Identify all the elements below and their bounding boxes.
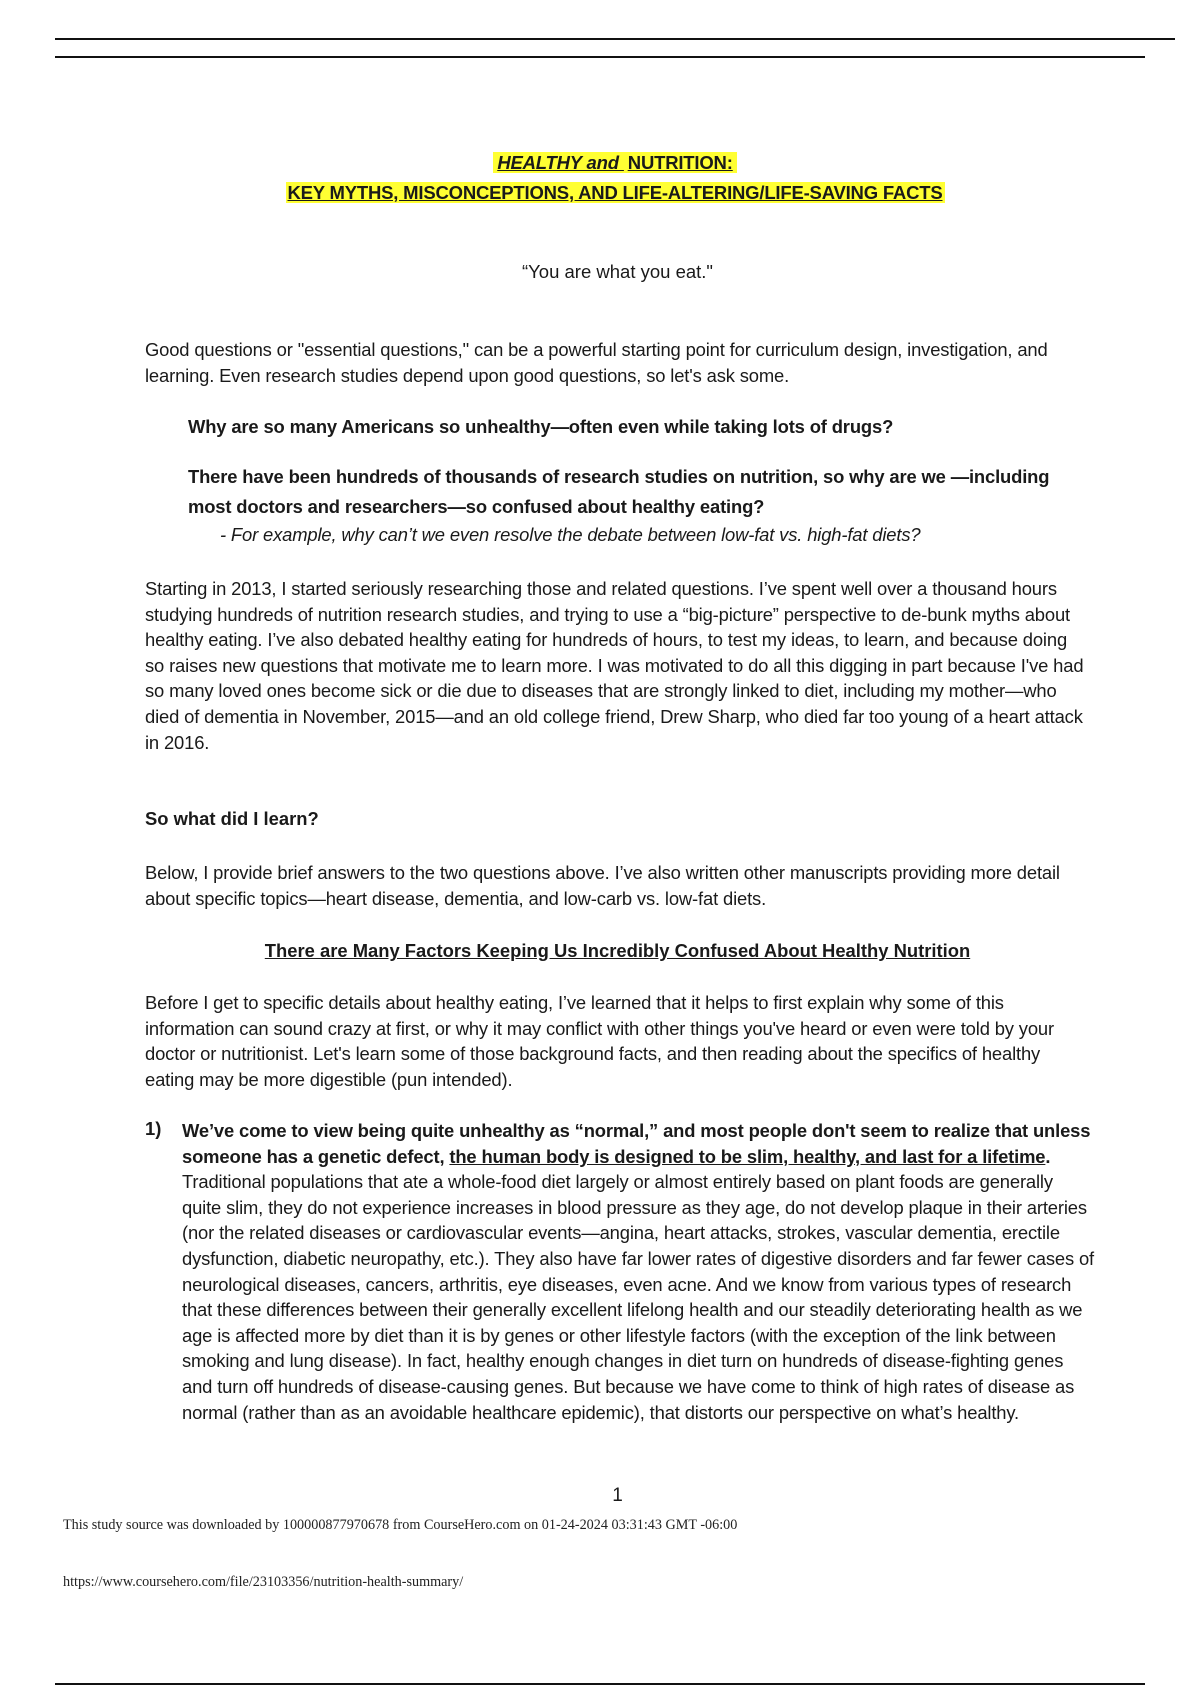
item-period: . [1045, 1145, 1051, 1167]
top-rule [55, 38, 1175, 40]
title-line-1 [0, 152, 1200, 174]
so-what-heading: So what did I learn? [145, 808, 319, 829]
bottom-rule [55, 1683, 1145, 1685]
item-body-text: Traditional populations that ate a whole-food diet largely or almost entirely based on plant foods are generally quite slim, they do not experience increases in blood pressure as they age, do not develop plaque in their arteries (nor the related diseases or cardiovascular events—angina, heart attacks, strokes, vascular dementia, erectile dysfunction, diabetic neuropathy, etc.). They also have far lower rates of digestive disorders and far fewer cases of neurological diseases, cancers, arthritis, eye diseases, even acne. And we know from various types of research that these differences between their generally excellent lifelong health and our steadily deteriorating health as we age is affected more by diet than it is by genes or other lifestyle factors (with the exception of the link between smoking and lung disease). In fact, healthy enough changes in diet turn on hundreds of disease-fighting genes and turn off hundreds of disease-causing genes. But because we have come to think of high rates of disease as normal (rather than as an avoidable healthcare epidemic), that distorts our perspective on what’s healthy. [182, 1171, 1095, 1423]
header-rule [55, 56, 1145, 58]
source-url[interactable]: https://www.coursehero.com/file/23103356/nutrition-health-summary/ [63, 1574, 464, 1590]
starting-paragraph: Starting in 2013, I started seriously researching those and related questions. I’ve spent well over a thousand hours studying hundreds of nutrition research studies, and trying to use a “big-picture” perspective to de-bunk myths about healthy eating. I’ve also debated healthy eating for hundreds of hours, to test my ideas, to learn, and because doing so raises new questions that motivate me to learn more. I was motivated to do all this digging in part because I've had so many loved ones become sick or die due to diseases that are strongly linked to diet, including my mother—who died of dementia in November, 2015—and an old college friend, Drew Sharp, who died far too young of a heart attack in 2016. [145, 578, 1084, 753]
before-paragraph: Before I get to specific details about healthy eating, I’ve learned that it helps to first explain why some of this information can sound crazy at first, or why it may conflict with other things you've heard or even were told by your doctor or nutritionist. Let's learn some of those background facts, and then reading about the specifics of healthy eating may be more digestible (pun intended). [145, 992, 1054, 1090]
epigraph-quote: “You are what you eat." [521, 261, 713, 282]
question-1: Why are so many Americans so unhealthy—often even while taking lots of drugs? [188, 416, 894, 437]
list-item-body [182, 1118, 1094, 1425]
title-italic: HEALTHY and [497, 152, 624, 173]
question-2-example: - For example, why can’t we even resolve the debate between low-fat vs. high-fat diets? [220, 524, 921, 545]
below-paragraph: Below, I provide brief answers to the two questions above. I’ve also written other manuscripts providing more detail about specific topics—heart disease, dementia, and low-carb vs. low-fat diets. [145, 862, 1060, 909]
download-notice: This study source was downloaded by 100000877970678 from CourseHero.com on 01-24-2024 03:31:43 GMT -06:00 [63, 1517, 738, 1533]
page-number: 1 [612, 1485, 623, 1506]
item-bold-lead: We’ve come to view being quite unhealthy as “normal,” and most people don't seem to realize that unless someone has a genetic defect, [182, 1120, 1091, 1167]
section-heading: There are Many Factors Keeping Us Incredibly Confused About Healthy Nutrition [264, 940, 971, 961]
list-item-number: 1) [145, 1118, 162, 1139]
title-rest: NUTRITION: [627, 152, 733, 173]
item-underlined-claim: the human body is designed to be slim, healthy, and last for a lifetime [449, 1145, 1046, 1167]
question-2: There have been hundreds of thousands of research studies on nutrition, so why are we —including most doctors and researchers—so confused about healthy eating? [188, 466, 1050, 517]
title-line-2: KEY MYTHS, MISCONCEPTIONS, AND LIFE-ALTERING/LIFE-SAVING FACTS [287, 182, 943, 203]
intro-paragraph: Good questions or "essential questions," can be a powerful starting point for curriculum design, investigation, and learning. Even research studies depend upon good questions, so let's ask some. [145, 339, 1048, 386]
